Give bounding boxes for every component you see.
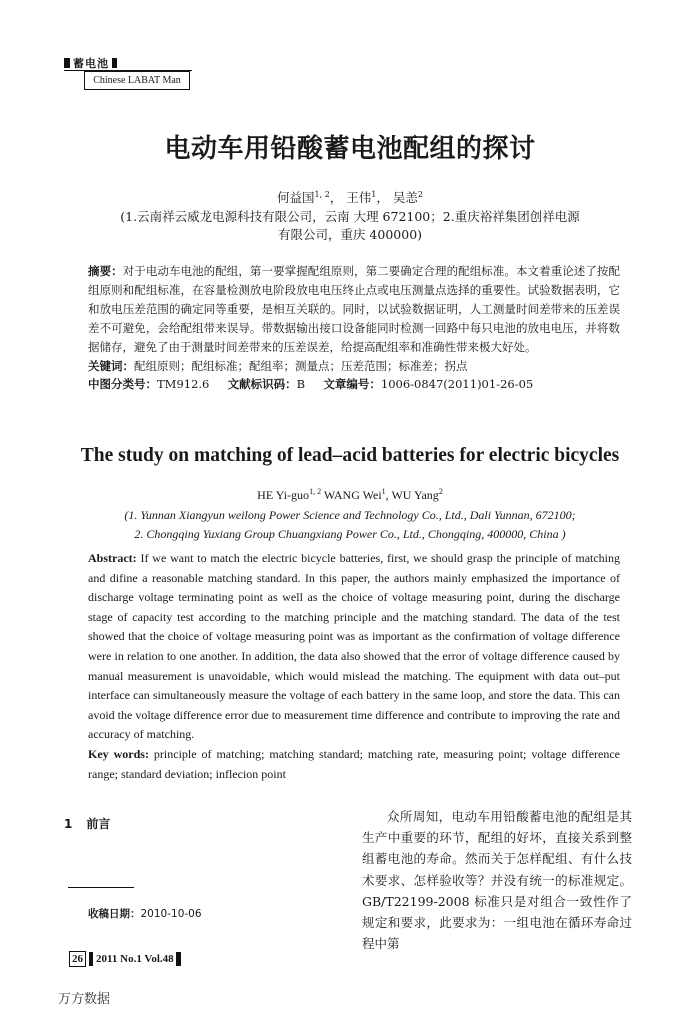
keywords-en [88, 745, 620, 784]
keywords-en-text: principle of matching; matching standard; matching rate, measuring point; voltage difference range; standard deviation; inflecion point [88, 746, 621, 781]
abstract-cn-block [88, 262, 620, 393]
doc-code-value: B [296, 377, 306, 391]
author-2-cn: 王伟 [346, 190, 372, 205]
affiliation-en-line-2: 2. Chongqing Yuxiang Group Chuangxiang Power Co., Ltd., Chongqing, 400000, China ) [134, 527, 566, 541]
keywords-en-label: Key words: [88, 746, 149, 761]
abstract-en-text: If we want to match the electric bicycle batteries, first, we should grasp the principle of matching and difine a reasonable matching standard. In this paper, the authors mainly emphasized the importance of discharge voltage terminating point as well as the choice of voltage measuring point, during the discharge stage of capacity test according to the matching principle and the matching standard. The data of the test showed that the choice of voltage measuring point was as important as the confirmation of voltage difference were in relation to one another. In addition, the data also showed that the error of voltage difference caused by manual measurement is unavoidable, which would mislead the matching. The equipment with data out–put interface can simultaneously measure the voltage of each battery in the same loop, and store the data. This can avoid the voltage difference error due to measurement time difference and contribute to improving the rate and accuracy of matching. [88, 551, 621, 742]
affiliation-en [60, 506, 640, 544]
footnote-rule [68, 887, 134, 888]
page-number: 26 [69, 951, 86, 967]
abstract-cn [88, 262, 620, 357]
received-date [88, 906, 202, 921]
affiliation-cn-line-2: 有限公司，重庆 400000) [277, 227, 423, 242]
paper-title-en: The study on matching of lead–acid batteries for electric bicycles [80, 445, 620, 466]
author-1-en: HE Yi-guo [257, 488, 310, 502]
clc-label: 中图分类号： [88, 377, 157, 391]
page-footer [69, 951, 181, 967]
author-3-sup: 2 [417, 189, 423, 199]
abstract-en-label: Abstract: [88, 551, 137, 565]
keywords-cn-label: 关键词： [88, 359, 134, 373]
doc-code-label: 文献标识码： [227, 377, 297, 391]
footer-block-left [89, 952, 93, 966]
article-no-label: 文章编号： [323, 377, 381, 391]
received-label: 收稿日期： [88, 908, 141, 920]
author-3-en-sup: 2 [438, 487, 443, 496]
abstract-cn-label: 摘要： [88, 264, 123, 278]
affiliation-cn-line-1: (1.云南祥云威龙电源科技有限公司，云南 大理 672100；2.重庆裕祥集团创祥电源 [120, 209, 580, 224]
footer-block-right [176, 952, 181, 966]
article-no-value: 1006-0847(2011)01-26-05 [380, 377, 534, 391]
author-1-cn: 何益国 [277, 190, 315, 205]
author-2-en-sup: 1 [381, 487, 386, 496]
keywords-cn-text: 配组原则；配组标准；配组率；测量点；压差范围；标准差；拐点 [134, 359, 468, 373]
issue-info: 2011 No.1 Vol.48 [96, 953, 174, 965]
authors-cn: 何益国$^{1, 2}$， 王伟$^1$， 吴恙$^2$ [277, 189, 423, 205]
section-number: 1 [64, 817, 73, 831]
classification-row [88, 375, 620, 393]
keywords-cn [88, 357, 620, 375]
clc-value: TM912.6 [157, 377, 210, 391]
affiliation-en-line-1: (1. Yunnan Xiangyun weilong Power Science and Technology Co., Ltd., Dali Yunnan, 672100; [124, 508, 576, 522]
author-1-sup: 1, 2 [314, 189, 330, 199]
author-3-cn: 吴恙 [392, 190, 418, 205]
column-label: Chinese LABAT Man [84, 71, 190, 90]
section-title: 前言 [86, 817, 111, 831]
authors-en: HE Yi-guo$^{1, 2}$ WANG Wei$^1$, WU Yang$^2$ [257, 487, 443, 502]
section-body: 众所周知，电动车用铅酸蓄电池的配组是其生产中重要的环节，配组的好坏，直接关系到整组蓄电池的寿命。然而关于怎样配组、有什么技术要求、怎样验收等？并没有统一的标准规定。GB/T22199-2008 标准只是对组合一致性作了规定和要求，此要求为：一组电池在循环寿命过程中第 [362, 809, 632, 952]
paper-title-cn: 电动车用铅酸蓄电池配组的探讨 [164, 134, 536, 164]
section-heading [64, 815, 110, 832]
affiliation-cn [100, 208, 600, 244]
abstract-en-block [88, 549, 620, 784]
author-1-en-sup: 1, 2 [309, 487, 322, 496]
abstract-cn-text: 对于电动车电池的配组，第一要掌握配组原则，第二要确定合理的配组标准。本文着重论述了按配组原则和配组标准，在容量检测放电阶段放电电压终止点或电压测量点选择的重要性。试验数据表明，它和放电压差范围的确定同等重要，是相互关联的。同时，以试验数据证明，人工测量时间差带来的压差误差不可避免，会给配组带来误导。带数据输出接口设备能同时检测一回路中每只电池的放电电压，并将数据储存，避免了由于测量时间差带来的压差误差，给提高配组率和准确性带来极大好处。 [88, 264, 620, 354]
watermark: 万方数据 [58, 992, 111, 1007]
abstract-en [88, 549, 620, 745]
author-3-en: WU Yang [391, 488, 439, 502]
author-2-en: WANG Wei [323, 488, 382, 502]
author-2-sup: 1 [371, 189, 377, 199]
received-value: 2010-10-06 [140, 908, 202, 920]
journal-header-mark: 蓄电池 [64, 55, 117, 71]
